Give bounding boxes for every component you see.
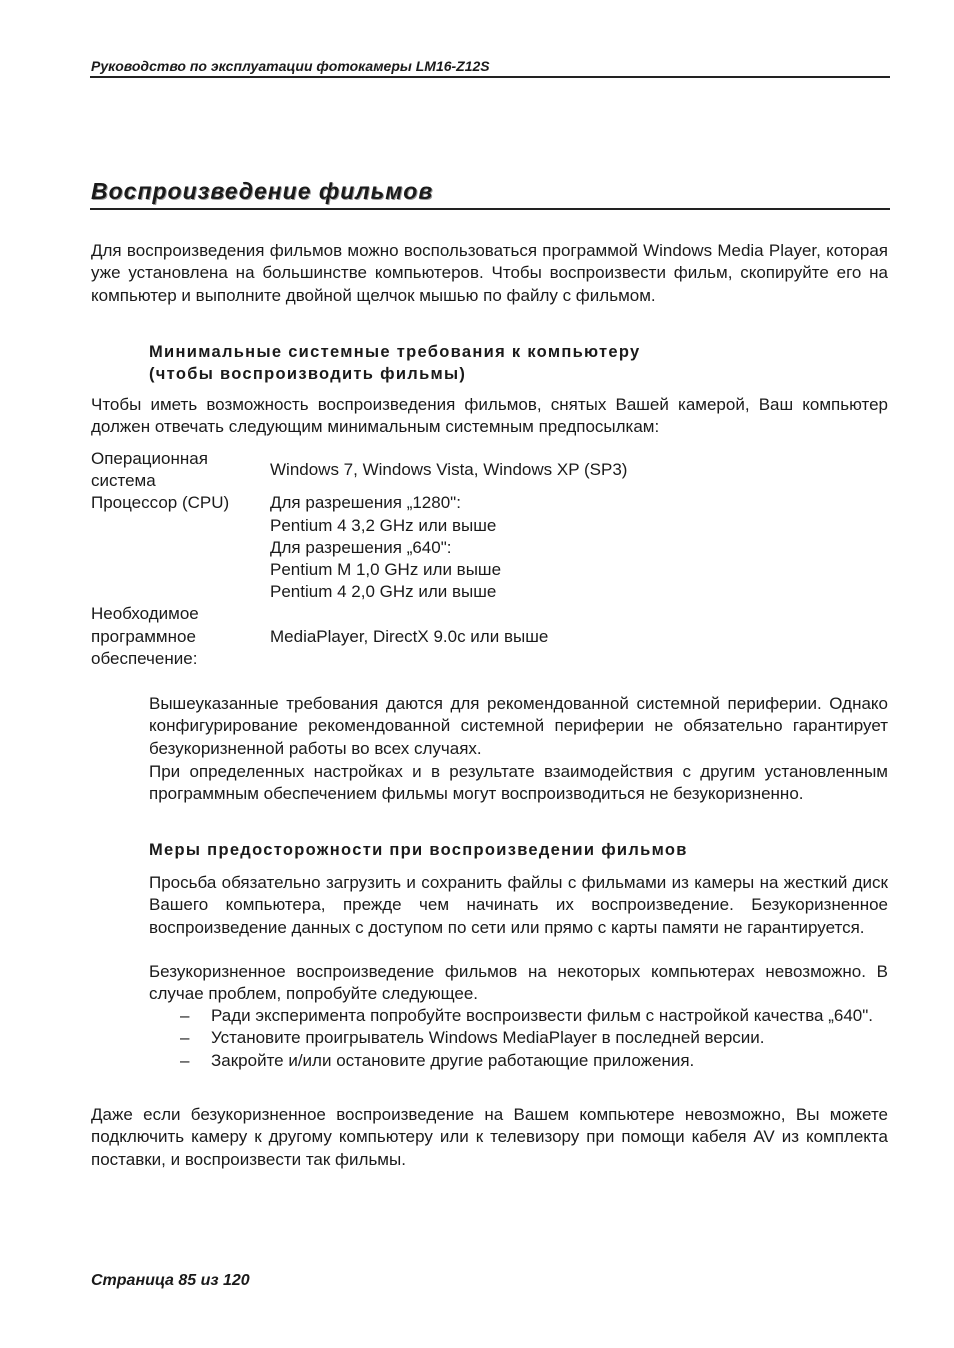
table-row [91,603,627,670]
section-title: Воспроизведение фильмов [91,178,434,204]
spec-label-software: Необходимое программное обеспечение: [91,604,199,668]
closing-paragraph: Даже если безукоризненное воспроизведение на Вашем компьютере невозможно, Вы можете подключить камеру к другому компьютеру или к телевизору при помощи кабеля AV из комплекта поставки, и воспроизвести так фильмы. [91,1105,888,1169]
page-number: Страница 85 из 120 [91,1272,250,1289]
title-divider [90,208,890,210]
table-row [91,492,627,603]
spec-value-os: Windows 7, Windows Vista, Windows XP (SP3) [270,460,628,480]
dash-bullet-icon: – [180,1006,190,1025]
requirements-heading [149,341,641,385]
dash-bullet-icon: – [180,1050,190,1070]
spec-label-cpu: Процессор (CPU) [91,493,230,513]
spec-value-software: MediaPlayer, DirectX 9.0c или выше [270,626,549,646]
spec-value-cpu: Для разрешения „1280": Pentium 4 3,2 GHz или выше Для разрешения „640": Pentium M 1,0 GHz или выше Pentium 4 2,0 GHz или выше [270,493,502,602]
running-header: Руководство по эксплуатации фотокамеры LM16-Z12S [91,58,490,74]
requirements-heading-line1: Минимальные системные требования к компьютеру [149,343,641,361]
precautions-paragraph-1: Просьба обязательно загрузить и сохранить файлы с фильмами из камеры на жесткий диск Вашего компьютера, прежде чем начинать их воспроизведение. Безукоризненное воспроизведение данных с доступом по сети или прямо с карты памяти не гарантируется. [149,873,888,937]
precautions-heading: Меры предосторожности при воспроизведении фильмов [149,841,688,859]
spec-label-os: Операционная система [91,449,208,491]
table-row [91,448,627,492]
precautions-paragraph-2: Безукоризненное воспроизведение фильмов на некоторых компьютерах невозможно. В случае проблем, попробуйте следующее. [149,962,888,1004]
system-requirements-table [91,448,627,670]
list-item: – Ради эксперимента попробуйте воспроизвести фильм с настройкой качества „640". [180,1005,888,1027]
list-item: – Установите проигрыватель Windows MediaPlayer в последней версии. [180,1027,888,1049]
requirements-note-2: При определенных настройках и в результате взаимодействия с другим установленным программным обеспечением фильмы могут воспроизводиться не безукоризненно. [149,762,888,804]
requirements-lead: Чтобы иметь возможность воспроизведения фильмов, снятых Вашей камерой, Ваш компьютер должен отвечать следующим минимальным системным предпосылкам: [91,395,888,437]
precautions-list [180,1005,888,1072]
dash-bullet-icon: – [180,1028,190,1048]
list-item: – Закройте и/или остановите другие работающие приложения. [180,1050,888,1072]
header-divider [90,76,890,78]
intro-paragraph: Для воспроизведения фильмов можно воспользоваться программой Windows Media Player, которая уже установлена на большинстве компьютеров. Чтобы воспроизвести фильм, скопируйте его на компьютер и выполните двойной щелчок мышью по файлу с фильмом. [91,241,888,305]
requirements-heading-line2: (чтобы воспроизводить фильмы) [149,365,467,383]
requirements-note-1: Вышеуказанные требования даются для рекомендованной системной периферии. Однако конфигурирование рекомендованной системной периферии не обязательно гарантирует безукоризненной работы во всех случаях. [149,694,888,758]
